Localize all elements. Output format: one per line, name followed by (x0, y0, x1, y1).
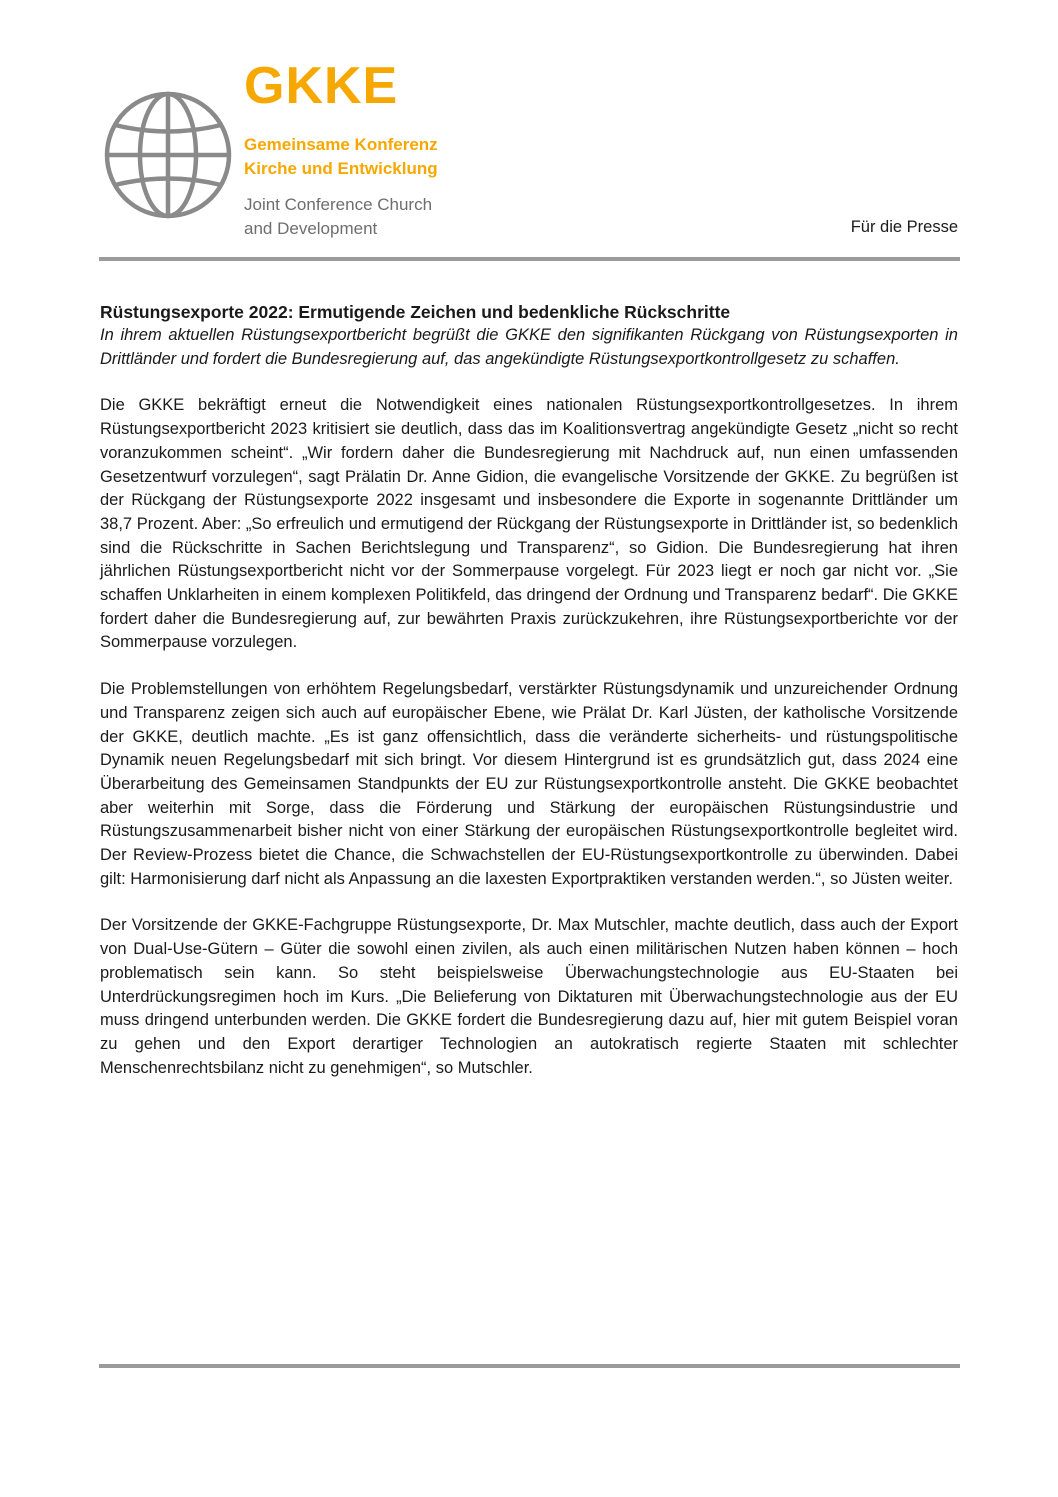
brand-name-de-line-2: Kirche und Entwicklung (244, 159, 438, 178)
article-headline: Rüstungsexporte 2022: Ermutigende Zeichen und bedenkliche Rückschritte (100, 302, 731, 322)
brand-name-en-line-1: Joint Conference Church (244, 195, 433, 214)
footer-divider (99, 1364, 960, 1368)
article-paragraph-1: Die GKKE bekräftigt erneut die Notwendigkeit eines nationalen Rüstungsexportkontrollgesetzes. In ihrem Rüstungsexportbericht 2023 kritisiert sie deutlich, dass das im Koalitionsvertrag angekündigte Gesetz „nicht so recht voranzukommen scheint“. „Wir fordern daher die Bundesregierung mit Nachdruck auf, nun einen umfassenden Gesetzentwurf vorzulegen“, sagt Prälatin Dr. Anne Gidion, die evangelische Vorsitzende der GKKE. Zu begrüßen ist der Rückgang der Rüstungsexporte 2022 insgesamt und insbesondere die Exporte in sogenannte Drittländer um 38,7 Prozent. Aber: „So erfreulich und ermutigend der Rückgang der Rüstungsexporte in Drittländer ist, so bedenklich sind die Rückschritte in Sachen Berichtslegung und Transparenz“, so Gidion. Die Bundesregierung hat ihren jährlichen Rüstungsexportbericht nicht vor der Sommerpause vorgelegt. Für 2023 liegt er noch gar nicht vor. „Sie schaffen Unklarheiten in einem komplexen Politikfeld, das dringend der Ordnung und Transparenz bedarf“. Die GKKE fordert daher die Bundesregierung auf, zur bewährten Praxis zurückzukehren, ihre Rüstungsexportberichte vor der Sommerpause vorzulegen. (100, 396, 958, 652)
brand-name-en (244, 193, 432, 241)
brand-name-de-line-1: Gemeinsame Konferenz (244, 135, 438, 154)
press-label: Für die Presse (850, 218, 958, 236)
brand-name-de (244, 133, 438, 181)
article (100, 300, 958, 1103)
article-paragraph-3: Der Vorsitzende der GKKE-Fachgruppe Rüstungsexporte, Dr. Max Mutschler, machte deutlich, dass auch der Export von Dual-Use-Gütern – Güter die sowohl einen zivilen, als auch einen militärischen Nutzen haben können – hoch problematisch sein kann. So steht beispielsweise Überwachungstechnologie aus EU-Staaten bei Unterdrückungsregimen hoch im Kurs. „Die Belieferung von Diktaturen mit Überwachungstechnologie aus der EU muss dringend unterbunden werden. Die GKKE fordert die Bundesregierung dazu auf, hier mit gutem Beispiel voran zu gehen und den Export derartiger Technologien an autokratisch regierte Staaten mit schlechter Menschenrechtsbilanz nicht zu genehmigen“, so Mutschler. (100, 916, 958, 1077)
brand-name-en-line-2: and Development (244, 219, 378, 238)
header-divider (99, 257, 960, 261)
article-lead: In ihrem aktuellen Rüstungsexportbericht begrüßt die GKKE den signifikanten Rückgang von Rüstungsexporten in Drittländer und fordert die Bundesregierung auf, das angekündigte Rüstungsexportkontrollgesetz zu schaffen. (100, 326, 958, 368)
article-paragraph-2: Die Problemstellungen von erhöhtem Regelungsbedarf, verstärkter Rüstungsdynamik und unzureichender Ordnung und Transparenz zeigen sich auch auf europäischer Ebene, wie Prälat Dr. Karl Jüsten, der katholische Vorsitzende der GKKE, deutlich machte. „Es ist ganz offensichtlich, dass die veränderte sicherheits- und rüstungspolitische Dynamik neuen Regelungsbedarf mit sich bringt. Vor diesem Hintergrund ist es grundsätzlich gut, dass 2024 eine Überarbeitung des Gemeinsamen Standpunkts der EU zur Rüstungsexportkontrolle ansteht. Die GKKE beobachtet aber weiterhin mit Sorge, dass die Förderung und Stärkung der europäischen Rüstungsindustrie und Rüstungszusammenarbeit bisher nicht von einer Stärkung der europäischen Rüstungsexportkontrolle begleitet wird. Der Review-Prozess bietet die Chance, die Schwachstellen der EU-Rüstungsexportkontrolle zu überwinden. Dabei gilt: Harmonisierung darf nicht als Anpassung an die laxesten Exportpraktiken verstanden werden.“, so Jüsten weiter. (100, 680, 958, 888)
globe-icon (103, 90, 233, 220)
brand-title: GKKE (244, 57, 399, 115)
